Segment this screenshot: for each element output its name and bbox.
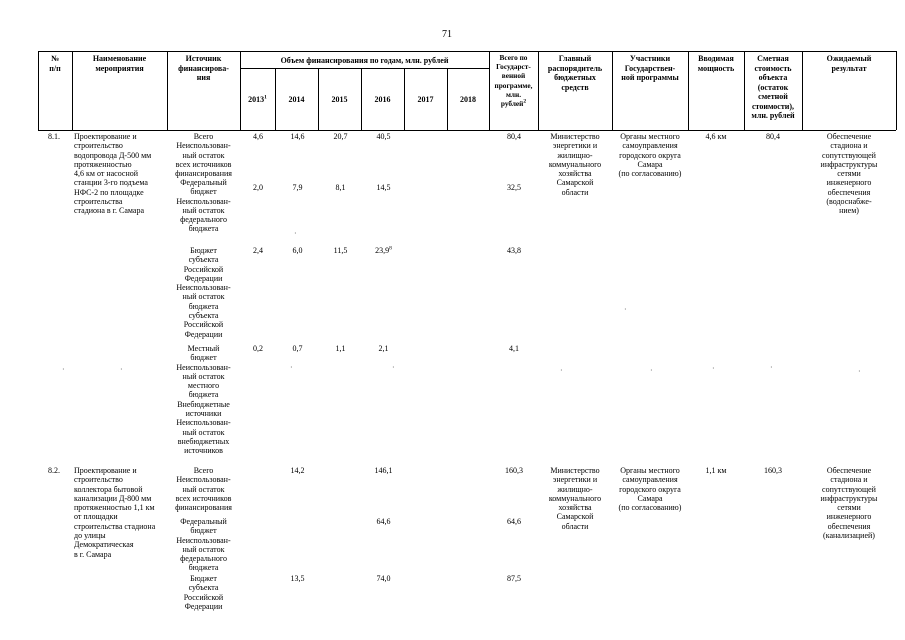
scan-speck: ·	[560, 366, 563, 375]
header-total	[489, 53, 538, 108]
value-total: 160,3	[505, 466, 523, 475]
value-2013: 4,6	[253, 132, 263, 141]
value-total: 4,1	[509, 344, 519, 353]
value-2014: 14,6	[290, 132, 305, 141]
header-funding: Объем финансирования по годам, млн. рублей	[280, 56, 449, 65]
value-total: 80,4	[507, 132, 521, 141]
scan-speck: ·	[650, 366, 653, 375]
value-2014: 6,0	[292, 246, 303, 255]
expected-result: Обеспечение стадиона и сопутствующей инфраструктуры сетями инженерного обеспечения (водоснабже- нием)	[820, 132, 878, 216]
scan-speck: ·	[62, 365, 65, 374]
header-capacity: Вводимая мощность	[697, 54, 735, 73]
value-total: 43,8	[507, 246, 521, 255]
page-number: 71	[442, 29, 452, 40]
header-manager: Главный распорядитель бюджетных средств	[547, 54, 603, 92]
expected-result: Обеспечение стадиона и сопутствующей инфраструктуры сетями инженерного обеспечения (канализацией)	[820, 466, 878, 541]
source-local: Местный бюджет Неиспользован- ный остаток местного бюджета Внебюджетные источники Неиспользован- ный остаток внебюджетных источников	[176, 344, 231, 456]
header-source: Источник финансирова- ния	[178, 54, 229, 82]
value-2014: 13,5	[290, 574, 305, 583]
footnote-mark: 8	[389, 245, 392, 252]
header-year-2017: 2017	[417, 95, 434, 104]
scan-speck: ·	[392, 363, 395, 372]
source-regional: Бюджет субъекта Российской Федерации	[183, 574, 224, 611]
footnote-mark: 1	[264, 94, 267, 101]
header-year-2016: 2016	[374, 95, 391, 104]
estimated-cost: 160,3	[764, 466, 782, 475]
value-total: 64,6	[507, 517, 521, 526]
header-year-2013	[240, 95, 275, 105]
program-participants: Органы местного самоуправления городского округа Самара (по согласованию)	[618, 466, 682, 513]
value-2013: 0,2	[253, 344, 263, 353]
value-2013: 2,4	[253, 246, 263, 255]
value-2015: 11,5	[333, 246, 348, 255]
value-2016	[362, 246, 405, 255]
source-federal: Федеральный бюджет Неиспользован- ный остаток федерального бюджета	[176, 178, 231, 234]
scan-speck: ·	[120, 365, 123, 374]
row-number: 8.1.	[48, 132, 60, 141]
header-year-2018: 2018	[460, 95, 476, 104]
value-2016: 146,1	[374, 466, 393, 475]
measure-name: Проектирование и строительство коллектора бытовой канализации Д-800 мм протяженностью 1,1 км от площадки строительства стадиона до улицы Демократическая в г. Самара	[74, 466, 156, 559]
value-2014: 14,2	[290, 466, 305, 475]
header-bottom-border	[38, 130, 896, 131]
value-total: 32,5	[507, 183, 521, 192]
scan-speck: ·	[858, 367, 861, 376]
years-subheader-line	[240, 68, 489, 69]
source-regional: Бюджет субъекта Российской Федерации Неиспользован- ный остаток бюджета субъекта Российской Федерации	[176, 246, 231, 339]
scan-speck: ·	[770, 363, 773, 372]
budget-manager: Министерство энергетики и жилищно- коммунального хозяйства Самарской области	[548, 466, 602, 531]
capacity: 4,6 км	[705, 132, 727, 141]
header-cost: Сметная стоимость объекта (остаток сметной стоимости), млн. рублей	[751, 54, 795, 120]
value-2016: 74,0	[376, 574, 391, 583]
value-2014: 7,9	[292, 183, 303, 192]
header-year-2015: 2015	[331, 95, 348, 104]
value-2014: 0,7	[292, 344, 303, 353]
value-2016: 40,5	[376, 132, 391, 141]
program-participants: Органы местного самоуправления городского округа Самара (по согласованию)	[618, 132, 682, 179]
source-total: Всего Неиспользован- ный остаток всех источников финансирования	[175, 132, 232, 179]
value-2016-number: 23,9	[375, 246, 390, 255]
value-2016: 64,6	[376, 517, 391, 526]
source-total: Всего Неиспользован- ный остаток всех источников финансирования	[175, 466, 232, 513]
value-2016: 14,5	[376, 183, 391, 192]
footnote-mark: 2	[523, 98, 527, 105]
value-2016: 2,1	[378, 344, 389, 353]
header-year-2013-label: 2013	[248, 95, 265, 104]
scan-speck: ·	[294, 229, 297, 238]
value-2015: 8,1	[335, 183, 346, 192]
scan-speck: ·	[712, 364, 715, 373]
value-2015: 1,1	[335, 344, 346, 353]
header-num: № п/п	[49, 54, 61, 73]
source-federal: Федеральный бюджет Неиспользован- ный остаток федерального бюджета	[176, 517, 231, 573]
capacity: 1,1 км	[705, 466, 727, 475]
measure-name: Проектирование и строительство водопровода Д-500 мм протяженностью 4,6 км от насосной станции 3-го подъема НФС-2 по площадке строительства стадиона в г. Самара	[74, 132, 152, 216]
value-2013: 2,0	[253, 183, 263, 192]
header-year-2014: 2014	[288, 95, 305, 104]
scan-speck: ·	[290, 363, 293, 372]
row-number: 8.2.	[48, 466, 60, 475]
header-total-label: Всего по Государст- венной программе, млн. рублей	[494, 53, 533, 109]
col-line	[896, 51, 897, 130]
header-name: Наименование мероприятия	[92, 54, 147, 73]
estimated-cost: 80,4	[766, 132, 780, 141]
value-2015: 20,7	[333, 132, 348, 141]
value-total: 87,5	[507, 574, 521, 583]
header-result: Ожидаемый результат	[826, 54, 872, 73]
scan-speck: ·	[624, 305, 627, 314]
budget-manager: Министерство энергетики и жилищно- коммунального хозяйства Самарской области	[548, 132, 602, 197]
header-participants: Участники Государствен- ной программы	[621, 54, 679, 82]
